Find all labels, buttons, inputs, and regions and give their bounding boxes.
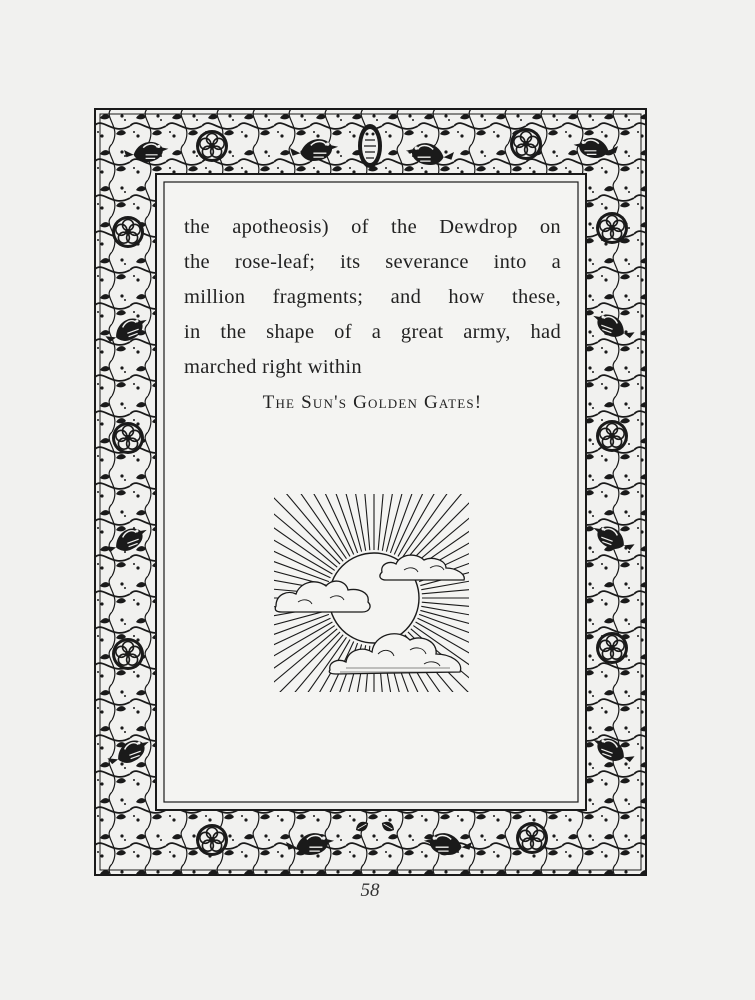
text-line: the apotheosis) of the Dewdrop on	[184, 216, 561, 238]
text-line: million fragments; and how these,	[184, 286, 561, 308]
page-number: 58	[360, 880, 380, 901]
text-line: the rose-leaf; its severance into a	[184, 251, 561, 273]
body-text	[184, 210, 561, 385]
heading-suns-golden-gates: The Sun's Golden Gates!	[262, 392, 483, 413]
sun-with-clouds-icon	[274, 494, 469, 692]
text-line: marched right within	[184, 356, 362, 378]
text-line: in the shape of a great army, had	[184, 321, 561, 343]
